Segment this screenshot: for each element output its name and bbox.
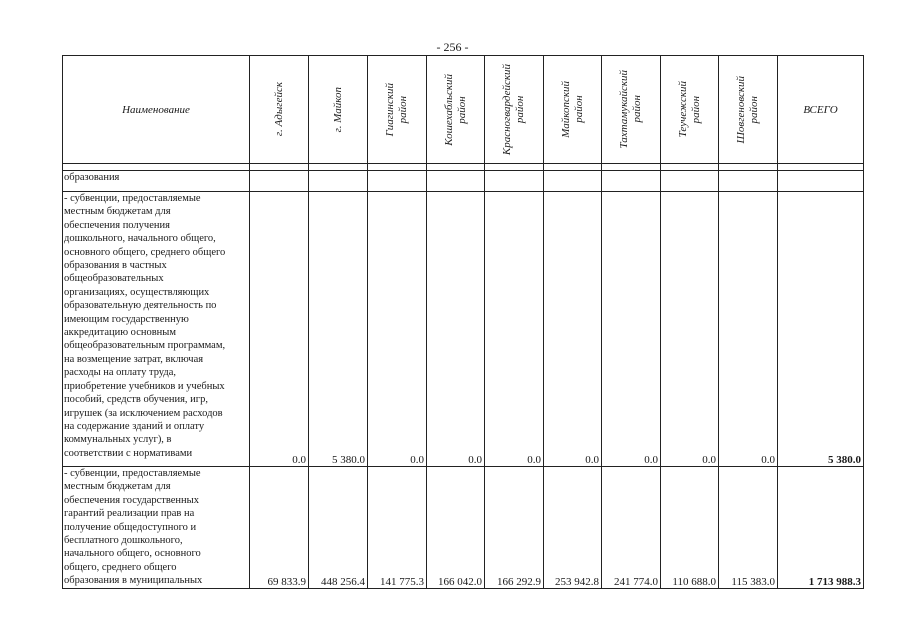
table-cell: 0.0 — [485, 192, 544, 467]
row-total — [778, 171, 864, 192]
column-header-name: Наименование — [63, 56, 250, 164]
table-cell: 166 292.9 — [485, 467, 544, 589]
table-row — [63, 467, 864, 589]
table-cell: 241 774.0 — [602, 467, 661, 589]
row-total: 1 713 988.3 — [778, 467, 864, 589]
column-header-label: Кошехабльский район — [442, 73, 468, 146]
table-cell: 5 380.0 — [309, 192, 368, 467]
table-header-row — [63, 56, 864, 164]
page-number: - 256 - — [436, 40, 469, 54]
table-row — [63, 171, 864, 192]
table-cell — [602, 171, 661, 192]
budget-table — [62, 55, 864, 589]
table-cell — [485, 171, 544, 192]
table-cell: 253 942.8 — [544, 467, 602, 589]
column-header-takhtamukaysky — [602, 56, 661, 164]
row-total: 5 380.0 — [778, 192, 864, 467]
column-header-maykopsky — [544, 56, 602, 164]
table-cell: 166 042.0 — [427, 467, 485, 589]
row-label: - субвенции, предоставляемые местным бюджетам для обеспечения получения дошкольного, начального общего, основного общего, среднего общего образования в частных общеобразовательных организациях, осуществляющих образовательную деятельность по имеющим государственную аккредитацию основным общеобразовательным программам, на возмещение затрат, включая расходы на оплату труда, приобретение учебников и учебных пособий, средств обучения, игр, игрушек (за исключением расходов на содержание зданий и оплату коммунальных услуг), в соответствии с нормативами — [63, 192, 250, 467]
table-cell: 0.0 — [544, 192, 602, 467]
column-header-label: г. Майкоп — [331, 86, 344, 133]
column-header-teuchezhsky — [661, 56, 719, 164]
table-cell — [309, 171, 368, 192]
table-cell: 0.0 — [602, 192, 661, 467]
column-header-adygeysk — [250, 56, 309, 164]
column-header-label: Майкопский район — [559, 81, 585, 138]
column-header-label: Шовгеновский район — [735, 75, 760, 144]
table-cell: 110 688.0 — [661, 467, 719, 589]
row-label: образования — [63, 171, 250, 192]
table-cell — [719, 171, 778, 192]
column-header-label: Гиагинский район — [384, 82, 409, 137]
column-header-shovgenovsky — [719, 56, 778, 164]
table-spacer-row — [63, 164, 864, 171]
column-header-maykop-city — [309, 56, 368, 164]
table-cell: 0.0 — [427, 192, 485, 467]
column-header-krasnogvardeysky — [485, 56, 544, 164]
table-cell — [250, 171, 309, 192]
table-cell: 448 256.4 — [309, 467, 368, 589]
table-cell: 115 383.0 — [719, 467, 778, 589]
table-cell — [661, 171, 719, 192]
column-header-label: г. Адыгейск — [272, 82, 285, 137]
table-cell: 0.0 — [368, 192, 427, 467]
table-cell: 0.0 — [250, 192, 309, 467]
table-cell — [427, 171, 485, 192]
table-cell: 69 833.9 — [250, 467, 309, 589]
table-cell: 0.0 — [719, 192, 778, 467]
table-cell: 0.0 — [661, 192, 719, 467]
column-header-giaginsky — [368, 56, 427, 164]
table-cell — [368, 171, 427, 192]
column-header-label: Теучежский район — [676, 81, 702, 138]
column-header-total: ВСЕГО — [778, 56, 864, 164]
table-row — [63, 192, 864, 467]
column-header-label: Тахтамукайский район — [618, 70, 643, 149]
column-header-label: Красногвардейский район — [501, 63, 526, 156]
table-cell — [544, 171, 602, 192]
table-cell: 141 775.3 — [368, 467, 427, 589]
row-label: - субвенции, предоставляемые местным бюджетам для обеспечения государственных гарантий реализации прав на получение общедоступного и бесплатного дошкольного, начального общего, основного общего, среднего общего образования в муниципальных — [63, 467, 250, 589]
column-header-koshekhablsky — [427, 56, 485, 164]
